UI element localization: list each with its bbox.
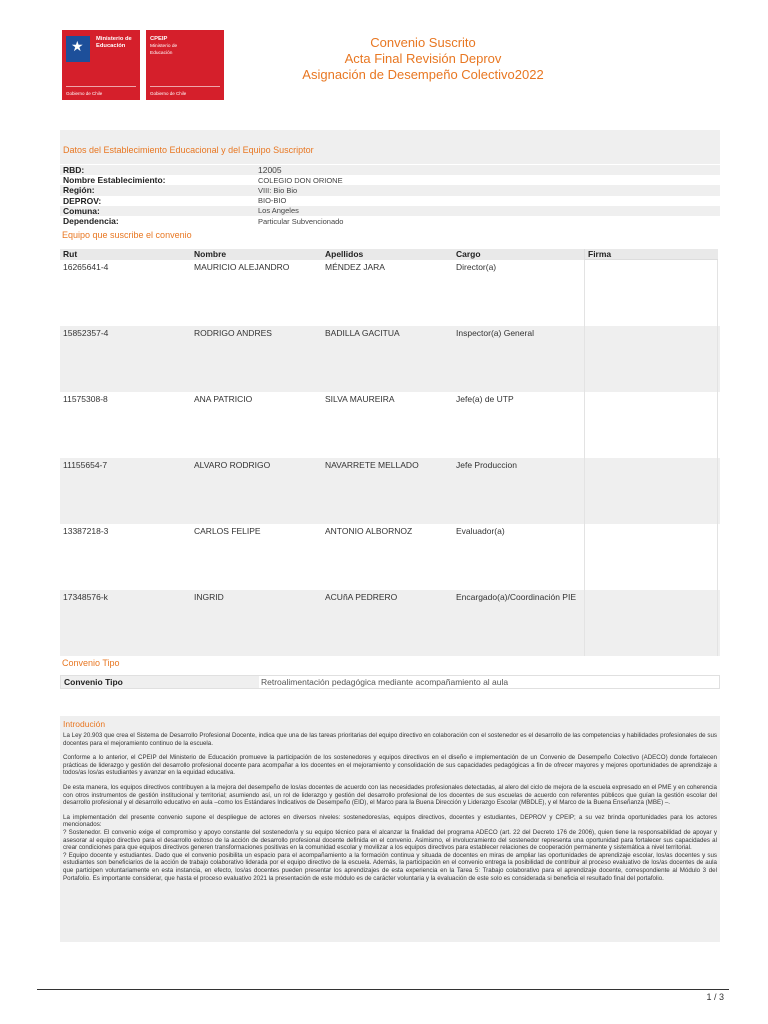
cell-nombre: RODRIGO ANDRES [194,328,272,338]
col-nombre: Nombre [191,249,322,260]
intro-paragraph: La Ley 20.903 que crea el Sistema de Desarrollo Profesional Docente, indica que una de las tareas prioritarias del equipo directivo en colaboración con el sostenedor es el desarrollo de las competencias y habilidades profesionales de sus docentes para el mejoramiento continuo de la escuela. [63,732,717,747]
field-value: COLEGIO DON ORIONE [258,175,343,185]
table-body [60,260,720,656]
cpeip-logo-line3: Educación [150,51,173,56]
field-label: Dependencia: [63,216,119,227]
table-row [60,392,720,458]
field-row [60,216,720,226]
col-apellidos: Apellidos [322,249,453,260]
field-label: Comuna: [63,205,100,216]
cell-rut: 16265641-4 [63,262,109,272]
cell-rut: 17348576-k [63,592,108,602]
title-line3: Asignación de Desempeño Colectivo2022 [302,67,544,82]
footer-divider [37,989,729,990]
table-row [60,458,720,524]
cell-firma [584,458,718,524]
table-row [60,524,720,590]
cell-firma [584,524,718,590]
ministerio-logo-line1: Ministerio de [96,36,132,42]
cell-cargo: Encargado(a)/Coordinación PIE [456,592,577,602]
field-row [60,206,720,216]
col-cargo: Cargo [453,249,584,260]
cell-cargo: Jefe(a) de UTP [456,394,514,404]
field-label: DEPROV: [63,195,102,206]
cell-apellidos: NAVARRETE MELLADO [325,460,419,470]
field-value: 12005 [258,165,282,176]
title-line2: Acta Final Revisión Deprov [344,51,502,66]
cell-nombre: CARLOS FELIPE [194,526,261,536]
table-row [60,590,720,656]
chile-star-icon [66,36,90,62]
establecimiento-fields [60,165,720,226]
field-label: Nombre Establecimiento: [63,175,166,186]
col-firma: Firma [584,249,718,260]
cell-cargo: Inspector(a) General [456,328,534,338]
cell-rut: 15852357-4 [63,328,109,338]
cell-nombre: INGRID [194,592,224,602]
cell-rut: 13387218-3 [63,526,109,536]
intro-paragraph: De esta manera, los equipos directivos contribuyen a la mejora del desempeño de los/as docentes de acuerdo con las necesidades profesionales detectadas, al alero del ciclo de mejora de la escuela expresado en el PME y en coherencia con otros instrumentos de gestión institucional y territorial; asumiendo así, un rol de liderazgo y gestión del desarrollo profesional de los docentes de sus escuelas de acuerdo con referentes públicos que guían la gestión escolar del desarrollo profesional y el desarrollo educativo en aula –como los Estándares Indicativos de Desempeño (EID), el Marco para la Buena Dirección y Liderazgo Escolar (MBDLE), y el Marco de la Buena Enseñanza (MBE) –. [63,783,717,807]
convenio-tipo-row [60,675,720,689]
cell-apellidos: MÉNDEZ JARA [325,262,385,272]
intro-paragraph: Conforme a lo anterior, el CPEIP del Ministerio de Educación promueve la participación de los sostenedores y equipos directivos en el diseño e implementación de un Convenio de Desempeño Colectivo (ADECO) donde fortalecen prácticas de liderazgo y gestión del desarrollo profesional docente para acompañar a los docentes en el mejoramiento y consolidación de sus capacidades pedagógicas a fin de ofrecer mayores y mejores oportunidades de aprendizaje a todos/as los/as estudiantes y avanzar en la equidad educativa. [63,754,717,777]
cpeip-logo-foot: Gobierno de Chile [150,91,187,96]
equipo-heading: Equipo que suscribe el convenio [62,230,192,240]
field-value: Particular Subvencionado [258,216,344,226]
cell-apellidos: ANTONIO ALBORNOZ [325,526,413,536]
cell-cargo: Director(a) [456,262,497,272]
field-row [60,196,720,206]
field-value: BIO-BIO [258,196,287,206]
convenio-tipo-label: Convenio Tipo [61,676,259,688]
ministerio-logo-foot: Gobierno de Chile [66,91,103,96]
cell-cargo: Evaluador(a) [456,526,505,536]
establecimiento-heading: Datos del Establecimiento Educacional y del Equipo Suscriptor [63,145,314,155]
cell-firma [584,326,718,392]
cell-apellidos: SILVA MAUREIRA [325,394,395,404]
page-number: 1 / 3 [706,992,724,1002]
convenio-tipo-heading: Convenio Tipo [62,658,120,668]
establecimiento-header [60,130,720,164]
ministerio-logo [62,30,140,100]
convenio-tipo-value: Retroalimentación pedagógica mediante acompañamiento al aula [261,677,509,687]
ministerio-logo-line2: Educación [96,43,126,49]
cpeip-logo-line1: CPEIP [150,36,168,42]
intro-paragraph: La implementación del presente convenio supone el despliegue de actores en diversos niveles: sostenedores/as, equipos directivos, docentes y estudiantes, DEPROV y CPEIP; a su vez brinda oportunidades para los actores mencionados: ? Sostenedor. El convenio exige el compromiso y apoyo constante del sostenedor/a y su equipo técnico para el alcanzar la finalidad del programa ADECO (art. 22 del Decreto 176 de 2006), quien tiene la responsabilidad de apoyar y asesorar al equipo directivo para el desarrollo exitoso de la acción de desarrollo profesional docente definida en el convenio. Asimismo, el involucramiento del sostenedor representa una oportunidad para fortalecer sus capacidades al crear condiciones para que equipos directivos generen transformaciones positivas en la comunidad escolar y movilizar a los equipos directivos para establecer relaciones de cooperación permanente y sistemática a nivel territorial. ? Equipo docente y estudiantes. Dado que el convenio posibilita un espacio para el acompañamiento a la formación continua y situada de docentes en miras de ampliar las oportunidades de aprendizaje escolar, los/as docentes y sus estudiantes son beneficiarios de la acción de trabajo colaborativo liderada por el equipo directivo de la escuela. Además, la participación en el convenio entrega la posibilidad de contribuir al proceso evaluativo de los/as docentes de aula que participen voluntariamente en esta instancia, en efecto, los/as docentes pueden presentar los aprendizajes de esta experiencia en la Tarea 5: Trabajo colaborativo para el aprendizaje docente, correspondiente al Módulo 3 del Portafolio. Es importante considerar, que hasta el proceso evaluativo 2021 la presentación de este módulo es de carácter voluntaria y la evaluación de este solo es considerada si beneficia el resultado final del portafolio. [63,813,717,882]
field-row [60,165,720,175]
introduccion-body [60,732,720,882]
field-row [60,185,720,195]
cell-rut: 11575308-8 [63,394,108,404]
cell-nombre: MAURICIO ALEJANDRO [194,262,290,272]
cell-rut: 11155654-7 [63,460,108,470]
cell-firma [584,260,718,326]
table-header [60,249,720,260]
document-title [200,35,646,83]
table-row [60,260,720,326]
cell-nombre: ANA PATRICIO [194,394,253,404]
cell-nombre: ALVARO RODRIGO [194,460,271,470]
cell-apellidos: ACUñA PEDRERO [325,592,398,602]
field-value: VIII: Bio Bio [258,185,298,195]
col-rut: Rut [60,249,191,260]
field-label: Región: [63,185,95,196]
field-value: Los Angeles [258,206,299,216]
field-row [60,175,720,185]
cell-firma [584,590,718,656]
equipo-table [60,249,720,656]
introduccion-section [60,716,720,942]
title-line1: Convenio Suscrito [370,35,476,50]
introduccion-heading: Introdución [63,719,106,729]
cell-cargo: Jefe Produccion [456,460,517,470]
cpeip-logo-line2: Ministerio de [150,44,178,49]
field-label: RBD: [63,165,85,176]
cell-firma [584,392,718,458]
table-row [60,326,720,392]
cell-apellidos: BADILLA GACITUA [325,328,400,338]
